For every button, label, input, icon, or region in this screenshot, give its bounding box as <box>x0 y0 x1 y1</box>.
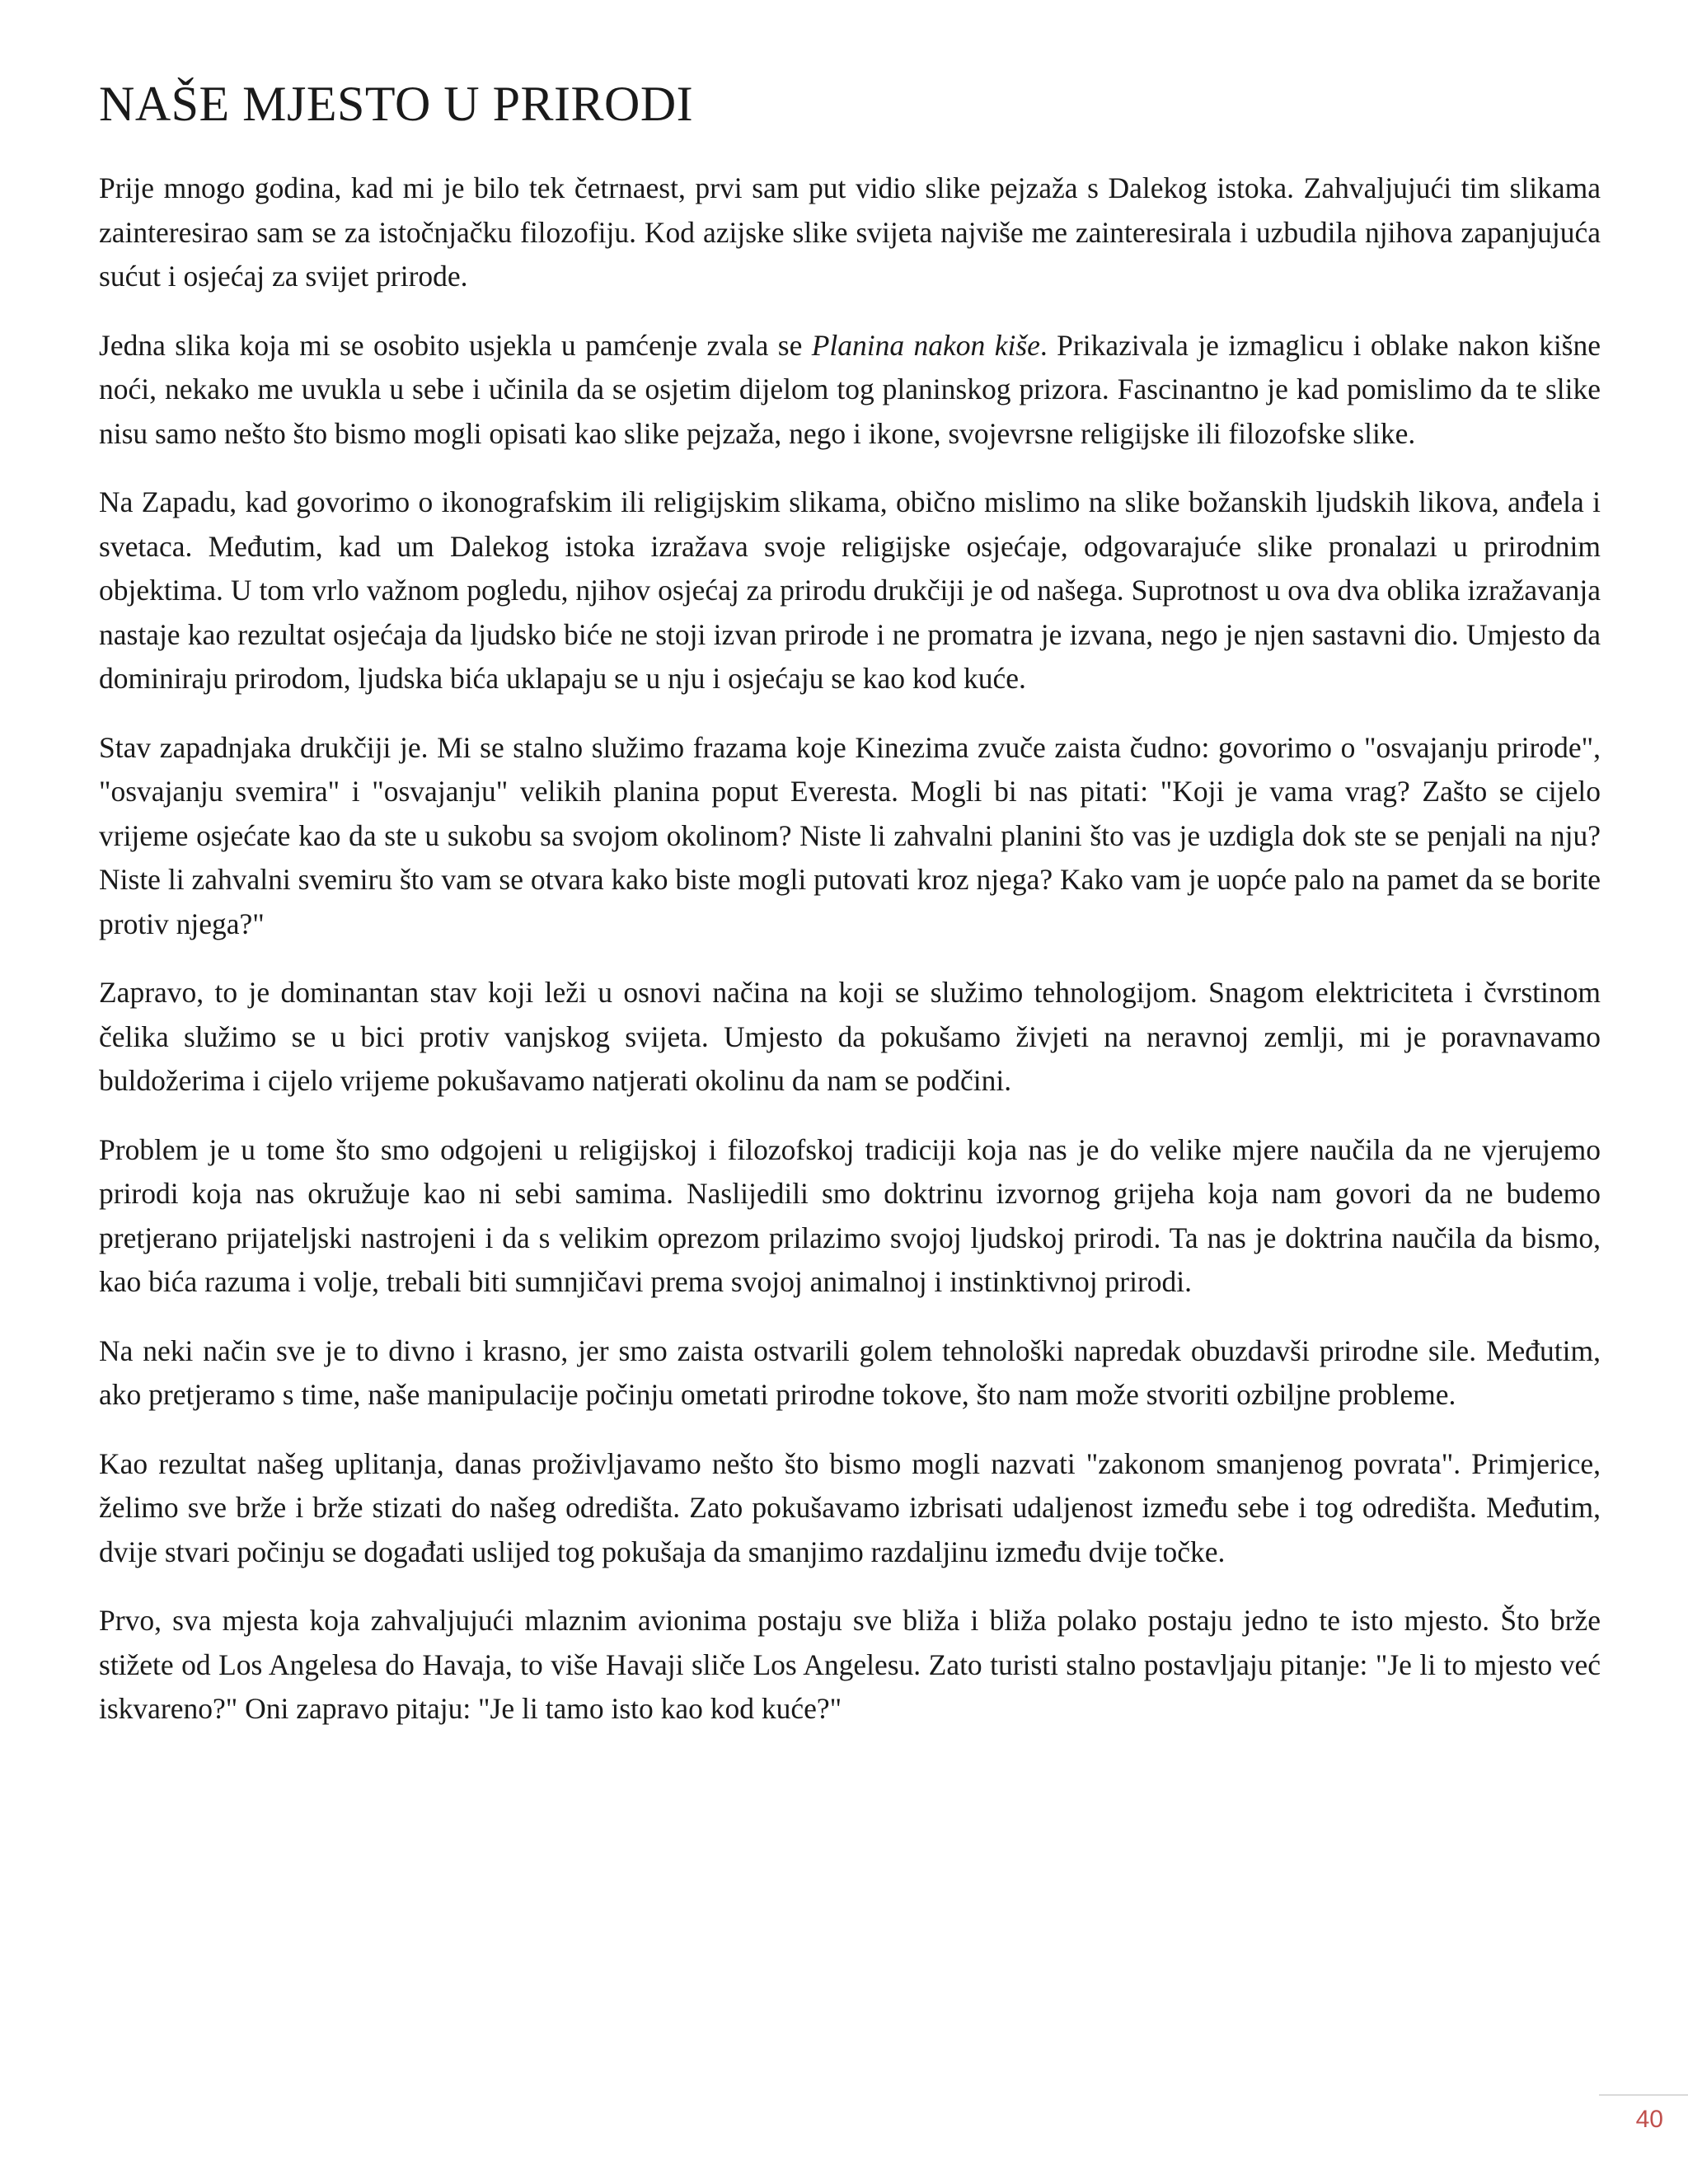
paragraph-9: Prvo, sva mjesta koja zahvaljujući mlaznim avionima postaju sve bliža i bliža polako postaju jedno te isto mjesto. Što brže stižete od Los Angelesa do Havaja, to više Havaji sliče Los Angelesu. Zato turisti stalno postavljaju pitanje: "Je li to mjesto već iskvareno?" Oni zapravo pitaju: "Je li tamo isto kao kod kuće?" <box>99 1604 1601 1725</box>
paragraph-1: Prije mnogo godina, kad mi je bilo tek četrnaest, prvi sam put vidio slike pejzaža s Dalekog istoka. Zahvaljujući tim slikama zainteresirao sam se za istočnjačku filozofiju. Kod azijske slike svijeta najviše me zainteresirala i uzbudila njihova zapanjujuća sućut i osjećaj za svijet prirode. <box>99 171 1601 293</box>
page-number: 40 <box>1635 2106 1663 2133</box>
paragraph-4: Stav zapadnjaka drukčiji je. Mi se stalno služimo frazama koje Kinezima zvuče zaista čudno: govorimo o "osvajanju prirode", "osvajanju svemira" i "osvajanju" velikih planina poput Everesta. Mogli bi nas pitati: "Koji je vama vrag? Zašto se cijelo vrijeme osjećate kao da ste u sukobu sa svojom okolinom? Niste li zahvalni planini što vas je uzdigla dok ste se penjali na nju? Niste li zahvalni svemiru što vam se otvara kako biste mogli putovati kroz njega? Kako vam je uopće palo na pamet da se borite protiv njega?" <box>99 730 1601 940</box>
page-content <box>99 74 1601 1756</box>
paragraph-7: Na neki način sve je to divno i krasno, jer smo zaista ostvarili golem tehnološki napredak obuzdavši prirodne sile. Međutim, ako pretjeramo s time, naše manipulacije počinju ometati prirodne tokove, što nam može stvoriti ozbiljne probleme. <box>99 1333 1601 1411</box>
paragraph-3: Na Zapadu, kad govorimo o ikonografskim ili religijskim slikama, obično mislimo na slike božanskih ljudskih likova, anđela i svetaca. Međutim, kad um Dalekog istoka izražava svoje religijske osjećaje, odgovarajuće slike pronalazi u prirodnim objektima. U tom vrlo važnom pogledu, njihov osjećaj za prirodu drukčiji je od našega. Suprotnost u ova dva oblika izražavanja nastaje kao rezultat osjećaja da ljudsko biće ne stoji izvan prirode i ne promatra je izvana, nego je njen sastavni dio. Umjesto da dominiraju prirodom, ljudska bića uklapaju se u nju i osjećaju se kao kod kuće. <box>99 485 1601 695</box>
page-number-divider <box>1599 2094 1688 2096</box>
page-title: NAŠE MJESTO U PRIRODI <box>99 77 694 131</box>
painting-title: Planina nakon kiše <box>811 328 1040 362</box>
paragraph-2 <box>99 324 1601 457</box>
paragraph-5: Zapravo, to je dominantan stav koji leži u osnovi načina na koji se služimo tehnologijom. Snagom elektriciteta i čvrstinom čelika služimo se u bici protiv vanjskog svijeta. Umjesto da pokušamo živjeti na neravnoj zemlji, mi je poravnavamo buldožerima i cijelo vrijeme pokušavamo natjerati okolinu da nam se podčini. <box>99 976 1601 1097</box>
paragraph-8: Kao rezultat našeg uplitanja, danas proživljavamo nešto što bismo mogli nazvati "zakonom smanjenog povrata". Primjerice, želimo sve brže i brže stizati do našeg odredišta. Zato pokušavamo izbrisati udaljenost između sebe i tog odredišta. Međutim, dvije stvari počinju se događati uslijed tog pokušaja da smanjimo razdaljinu između dvije točke. <box>99 1446 1601 1568</box>
paragraph-2-text-end: . Prikazivala je izmaglicu i oblake nakon kišne noći, nekako me uvukla u sebe i učinila da se osjetim dijelom tog planinskog prizora. Fascinantno je kad pomislimo da te slike nisu samo nešto što bismo mogli opisati kao slike pejzaža, nego i ikone, svojevrsne religijske ili filozofske slike. <box>99 328 1601 450</box>
paragraph-2-text-start: Jedna slika koja mi se osobito usjekla u pamćenje zvala se <box>99 328 812 362</box>
paragraph-6: Problem je u tome što smo odgojeni u religijskoj i filozofskoj tradiciji koja nas je do velike mjere naučila da ne vjerujemo prirodi koja nas okružuje kao ni sebi samima. Naslijedili smo doktrinu izvornog grijeha koja nam govori da ne budemo pretjerano prijateljski nastrojeni i da s velikim oprezom prilazimo svojoj ljudskoj prirodi. Ta nas je doktrina naučila da bismo, kao bića razuma i volje, trebali biti sumnjičavi prema svojoj animalnoj i instinktivnoj prirodi. <box>99 1132 1601 1298</box>
